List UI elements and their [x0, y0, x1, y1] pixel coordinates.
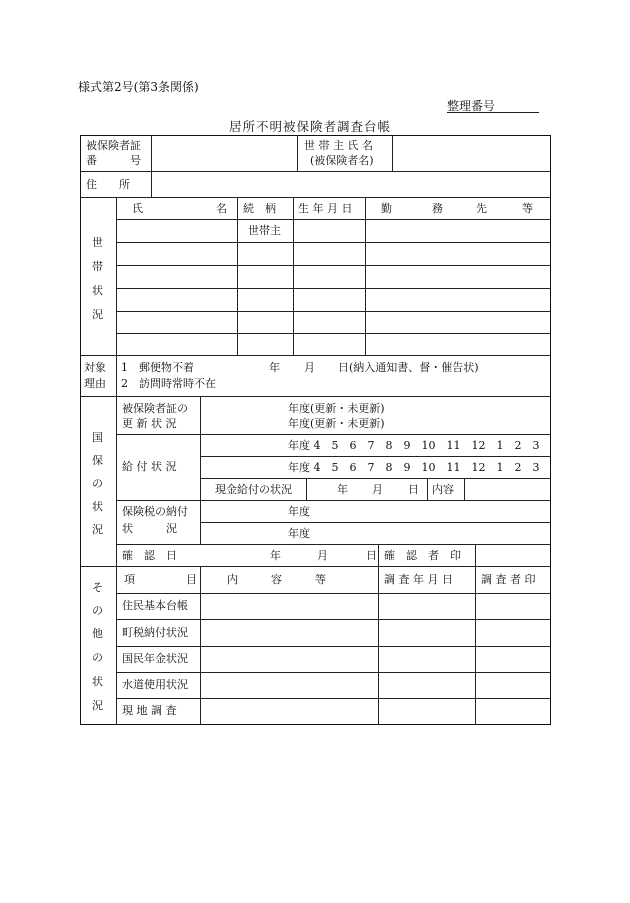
- col-work-d: 等: [522, 202, 533, 215]
- serial-number-line: [447, 112, 539, 113]
- cash-month: 月: [372, 483, 383, 496]
- household-side-2: 帯: [92, 260, 103, 273]
- renewal-label-1: 被保険者証の: [122, 402, 188, 415]
- reason-item-1-month: 月: [304, 361, 315, 374]
- kokuho-side-2: 保: [92, 454, 103, 467]
- col-work-a: 勤: [381, 202, 392, 215]
- address-label: 住 所: [86, 178, 130, 191]
- household-side-3: 状: [92, 284, 103, 297]
- col-survey-date: 調 査 年 月 日: [384, 573, 453, 586]
- reason-item-1: 1 郵便物不着: [121, 361, 194, 374]
- cash-day: 日: [408, 483, 419, 496]
- cash-benefit-label: 現金給付の状況: [215, 483, 292, 496]
- other-side-5: 状: [92, 675, 103, 688]
- other-side-2: の: [92, 604, 103, 617]
- kokuho-side-1: 国: [92, 431, 103, 444]
- other-side-1: そ: [92, 581, 103, 594]
- reason-item-2: 2 訪問時常時不在: [121, 377, 216, 390]
- confirmer-label: 確 認 者 印: [384, 549, 461, 562]
- other-side-3: 他: [92, 627, 103, 640]
- kokuho-side-4: 状: [92, 500, 103, 513]
- other-row-2: 町税納付状況: [122, 626, 188, 639]
- reason-label-2: 理由: [84, 377, 106, 390]
- benefit-line-2: 年度 4 5 6 7 8 9 10 11 12 1 2 3: [288, 461, 540, 474]
- other-side-6: 況: [92, 699, 103, 712]
- reason-label-1: 対象: [84, 361, 106, 374]
- col-name-b: 名: [216, 202, 227, 215]
- kokuho-side-5: 況: [92, 523, 103, 536]
- col-work-c: 先: [476, 202, 487, 215]
- insured-number-field[interactable]: [152, 136, 296, 170]
- household-head-relation: 世帯主: [248, 224, 281, 237]
- other-row-4: 水道使用状況: [122, 678, 188, 691]
- col-content: 内 容 等: [227, 573, 326, 586]
- confirm-date-label: 確 認 日: [122, 549, 177, 562]
- renewal-label-2: 更 新 状 況: [122, 417, 177, 430]
- col-birthdate: 生 年 月 日: [298, 202, 353, 215]
- address-field[interactable]: [152, 172, 549, 196]
- renewal-line-1: 年度(更新・未更新): [288, 402, 385, 415]
- content-label: 内容: [432, 483, 454, 496]
- tax-nendo-1: 年度: [288, 505, 310, 518]
- other-row-5: 現 地 調 査: [122, 704, 177, 717]
- col-relation: 続 柄: [243, 202, 276, 215]
- cash-year: 年: [337, 483, 348, 496]
- tax-nendo-2: 年度: [288, 527, 310, 540]
- benefit-label: 給 付 状 況: [122, 460, 177, 473]
- confirm-day: 日: [366, 549, 377, 562]
- other-row-1: 住民基本台帳: [122, 599, 188, 612]
- household-side-1: 世: [92, 236, 103, 249]
- other-row-3: 国民年金状況: [122, 652, 188, 665]
- household-head-label-2: (被保険者名): [310, 154, 374, 167]
- tax-label-1: 保険税の納付: [122, 505, 188, 518]
- reason-item-1-year: 年: [269, 361, 280, 374]
- household-head-label-1: 世 帯 主 氏 名: [304, 139, 373, 152]
- confirm-year: 年: [270, 549, 281, 562]
- confirm-month: 月: [317, 549, 328, 562]
- form-label: 様式第2号(第3条関係): [78, 80, 199, 94]
- insured-number-label-2: 番 号: [86, 154, 141, 167]
- page-title: 居所不明被保険者調査台帳: [229, 119, 392, 134]
- col-work-b: 務: [432, 202, 443, 215]
- reason-item-1-day: 日(納入通知書、督・催告状): [338, 361, 479, 374]
- benefit-line-1: 年度 4 5 6 7 8 9 10 11 12 1 2 3: [288, 439, 540, 452]
- tax-label-2: 状 況: [122, 522, 177, 535]
- col-item-a: 項: [124, 573, 135, 586]
- col-name-a: 氏: [132, 202, 143, 215]
- col-inspector: 調 査 者 印: [481, 573, 536, 586]
- household-head-field[interactable]: [393, 136, 549, 170]
- insured-number-label-1: 被保険者証: [86, 139, 141, 152]
- col-item-b: 目: [186, 573, 197, 586]
- household-side-4: 況: [92, 308, 103, 321]
- kokuho-side-3: の: [92, 477, 103, 490]
- renewal-line-2: 年度(更新・未更新): [288, 417, 385, 430]
- other-side-4: の: [92, 651, 103, 664]
- serial-number-label: 整理番号: [447, 99, 496, 113]
